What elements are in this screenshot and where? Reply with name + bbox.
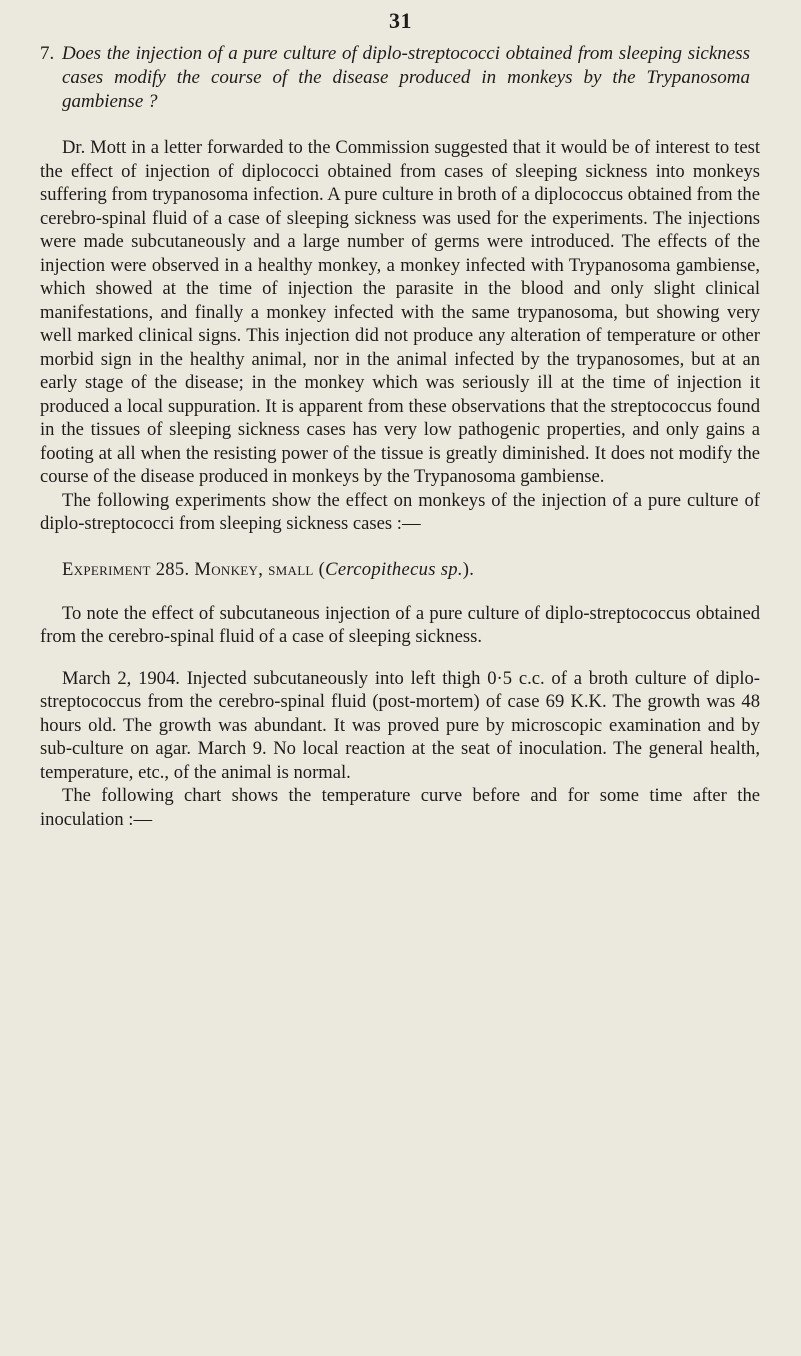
experiment-open-paren: (: [313, 558, 326, 580]
experiment-label: Experiment 285.: [62, 558, 190, 580]
paragraph-chart-intro: The following chart shows the temperature curve before and for some time after the inoculation :—: [40, 785, 760, 830]
paragraph-following-experiments: The following experiments show the effect on monkeys of the injection of a pure culture of diplo-streptococci from sleeping sickness cases :—: [40, 489, 760, 534]
experiment-close-paren: ).: [462, 558, 475, 580]
question-text: Does the injection of a pure culture of diplo-streptococci obtained from sleeping sickness cases modify the course of the disease produced in monkeys by the Trypanosoma gambiense ?: [62, 43, 750, 112]
experiment-heading: [40, 558, 760, 582]
question-number: 7.: [40, 43, 55, 64]
experiment-subject: Monkey, small: [194, 558, 314, 580]
paragraph-mott-letter: Dr. Mott in a letter forwarded to the Commission suggested that it would be of interest to test the effect of injection of diplococci obtained from cases of sleeping sickness into monkeys suffering from trypanosoma infection. A pure culture in broth of a diplococcus obtained from the cerebro-spinal fluid of a case of sleeping sickness was used for the experiments. The injections were made subcutaneously and a large number of germs were introduced. The effects of the injection were observed in a healthy monkey, a monkey infected with Trypanosoma gambiense, which showed at the time of injection the parasite in the blood and only slight clinical manifestations, and finally a monkey infected with the same trypanosoma, but showing very well marked clinical signs. This injection did not produce any alteration of temperature or other morbid sign in the healthy animal, nor in the animal infected by the trypanosomes, but at an early stage of the disease; in the monkey which was seriously ill at the time of injection it produced a local suppuration. It is apparent from these observations that the streptococcus found in the tissues of sleeping sickness cases has very low pathogenic properties, and only gains a footing at all when the resisting power of the tissue is greatly diminished. It does not modify the course of the disease produced in monkeys by the Trypanosoma gambiense.: [40, 137, 760, 487]
question-heading: [40, 42, 750, 114]
paragraph-experiment-record: March 2, 1904. Injected subcutaneously into left thigh 0·5 c.c. of a broth culture of diplo-streptococcus from the cerebro-spinal fluid (post-mortem) of case 69 K.K. The growth was 48 hours old. The growth was abundant. It was proved pure by microscopic examination and by sub-culture on agar. March 9. No local reaction at the seat of inoculation. The general health, temperature, etc., of the animal is normal.: [40, 667, 760, 783]
page-number: 31: [389, 8, 412, 33]
page-content: [40, 42, 760, 831]
experiment-species: Cercopithecus sp.: [325, 558, 463, 580]
paragraph-experiment-aim: To note the effect of subcutaneous injection of a pure culture of diplo-streptococcus obtained from the cerebro-spinal fluid of a case of sleeping sickness.: [40, 602, 760, 647]
